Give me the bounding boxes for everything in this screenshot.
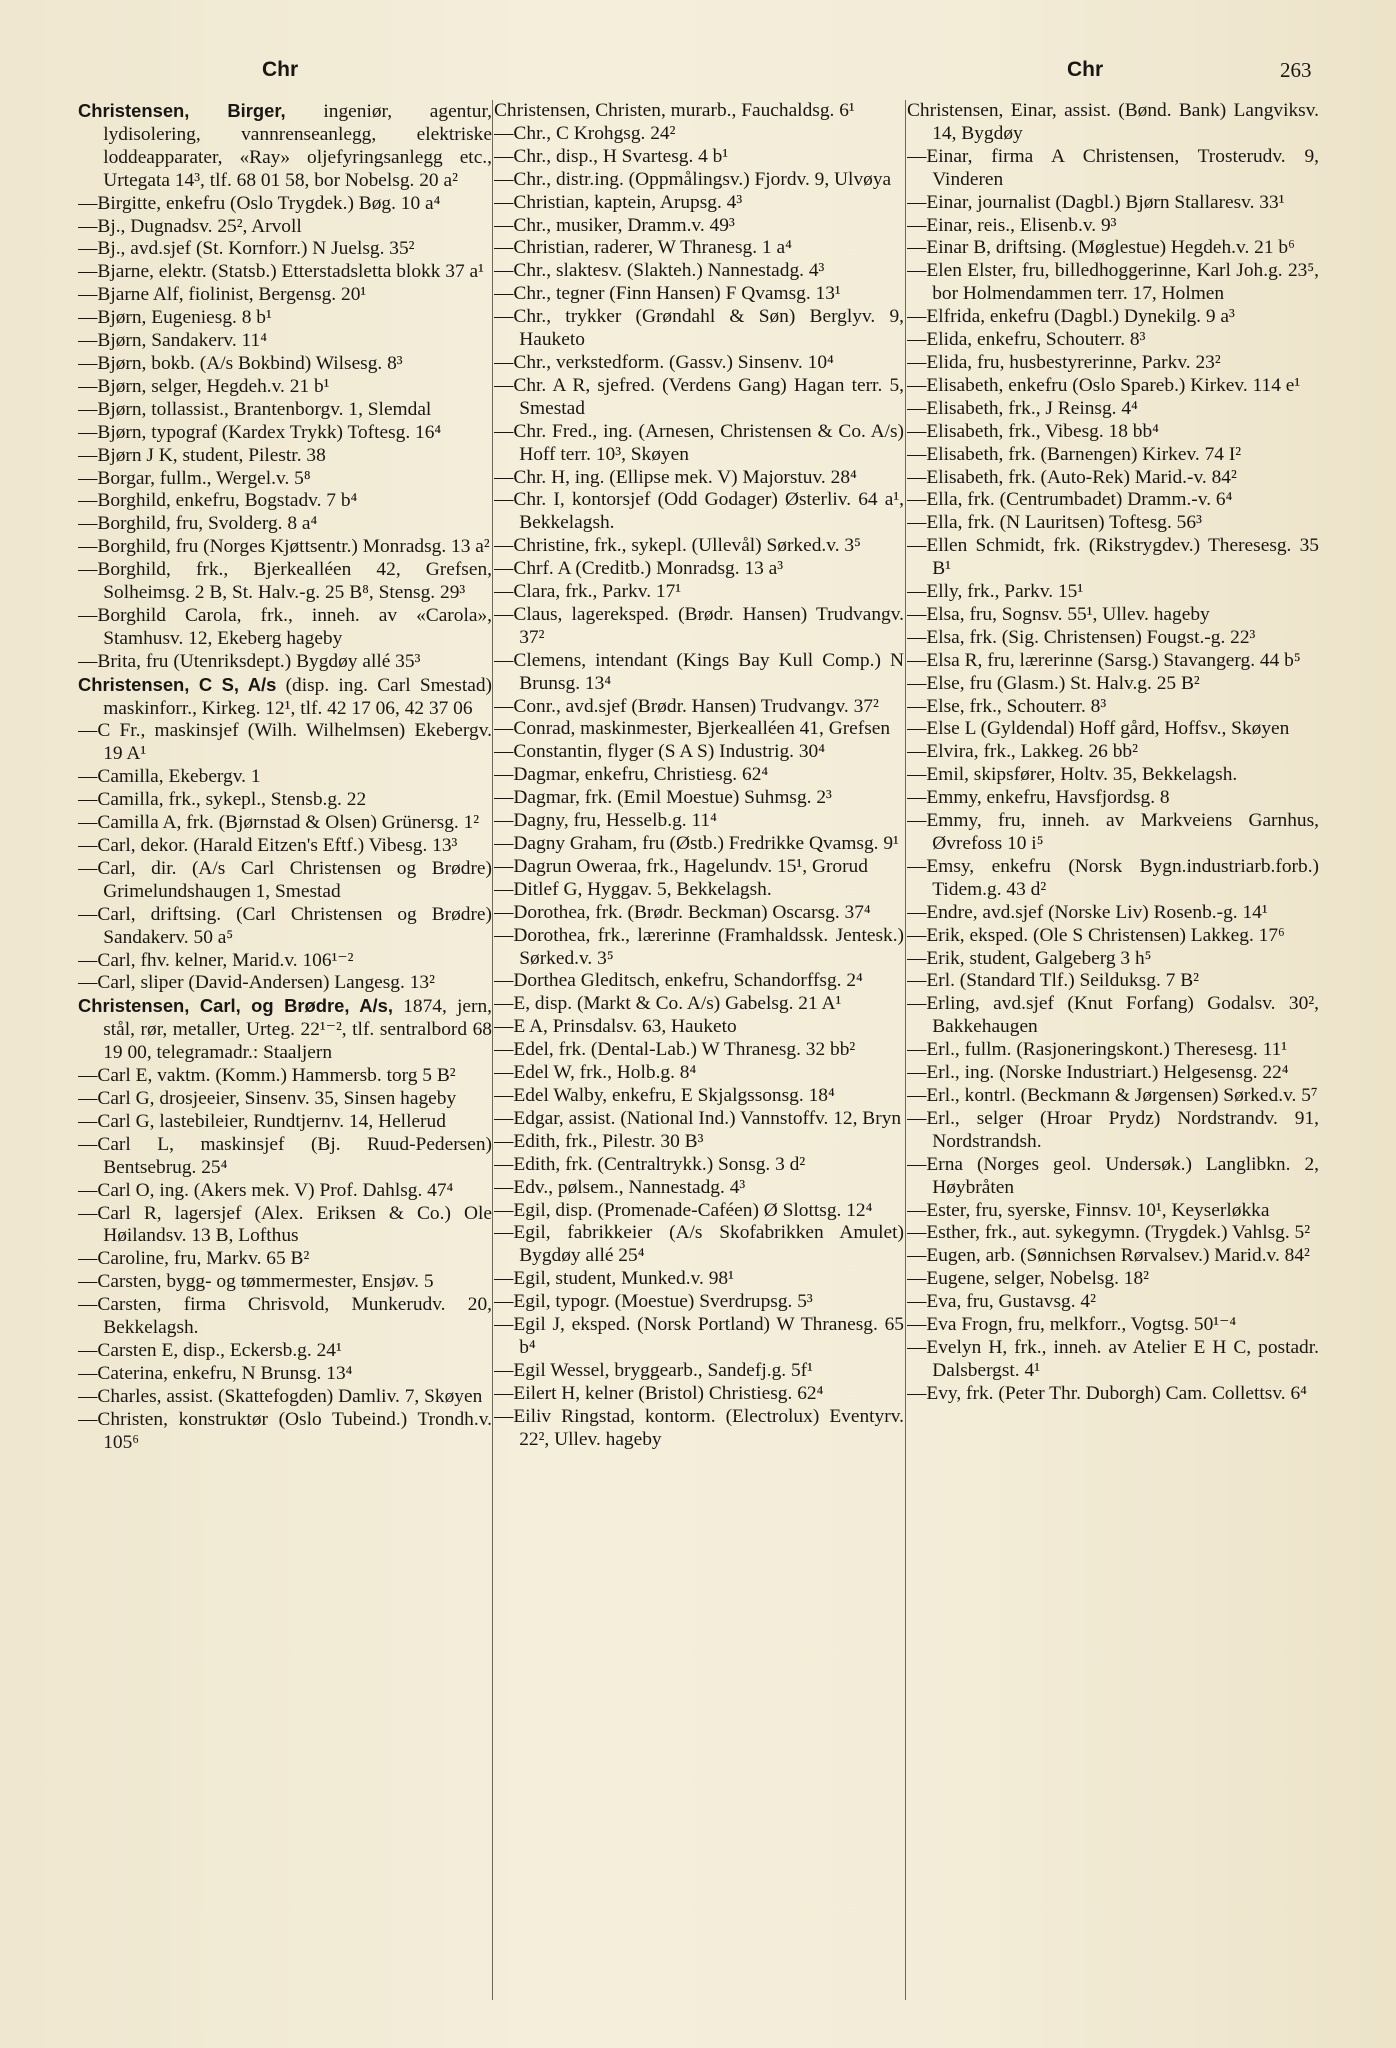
entry-text: —Dagmar, frk. (Emil Moestue) Suhmsg. 2³ (494, 787, 832, 809)
directory-entry (78, 468, 492, 491)
entry-text: —Carl L, maskinsjef (Bj. Ruud-Pedersen) Bentsebrug. 25⁴ (78, 1133, 492, 1178)
entry-text: Christensen, Christen, murarb., Fauchaldsg. 6¹ (494, 100, 855, 121)
entry-text: —Evelyn H, frk., inneh. av Atelier E H C, postadr. Dalsbergst. 4¹ (907, 1336, 1319, 1381)
entry-text: —Eugen, arb. (Sønnichsen Rørvalsev.) Marid.v. 84² (907, 1245, 1310, 1267)
directory-entry (78, 261, 492, 284)
entry-text: —Carl, driftsing. (Carl Christensen og Brødre) Sandakerv. 50 a⁵ (78, 903, 492, 948)
directory-entry (494, 375, 904, 421)
entry-text: —Chr., musiker, Dramm.v. 49³ (494, 214, 735, 236)
entry-text: —Bjørn J K, student, Pilestr. 38 (78, 444, 326, 466)
directory-entry (907, 1245, 1319, 1268)
directory-entry (494, 879, 904, 902)
column-3 (907, 100, 1319, 2040)
directory-entry (78, 330, 492, 353)
directory-entry (78, 490, 492, 513)
entry-text: —Clara, frk., Parkv. 17¹ (494, 581, 682, 603)
directory-entry (907, 398, 1319, 421)
entry-text: —Dagmar, enkefru, Christiesg. 62⁴ (494, 764, 769, 786)
entry-text: —Charles, assist. (Skattefogden) Damliv. 7, Skøyen (78, 1385, 483, 1407)
entry-text: —E A, Prinsdalsv. 63, Hauketo (494, 1016, 737, 1038)
entry-text: —Elisabeth, frk., J Reinsg. 4⁴ (907, 397, 1138, 419)
directory-entry (907, 925, 1319, 948)
directory-entry (494, 1062, 904, 1085)
directory-entry (494, 1039, 904, 1062)
entry-text: —Erl. (Standard Tlf.) Seilduksg. 7 B² (907, 970, 1199, 992)
entry-text: —Edith, frk., Pilestr. 30 B³ (494, 1130, 704, 1152)
entry-headword: Christensen, C S, A/s (78, 673, 277, 695)
directory-entry (494, 535, 904, 558)
directory-entry (907, 741, 1319, 764)
entry-text: —Egil, student, Munked.v. 98¹ (494, 1268, 734, 1290)
entry-text: —Else, frk., Schouterr. 8³ (907, 695, 1107, 717)
entry-text: —Esther, frk., aut. sykegymn. (Trygdek.) Vahlsg. 5² (907, 1222, 1311, 1244)
directory-entry (78, 238, 492, 261)
column-2 (494, 100, 904, 2040)
directory-entry (494, 421, 904, 467)
entry-text: —Chr., distr.ing. (Oppmålingsv.) Fjordv. 9, Ulvøya (494, 168, 892, 190)
directory-entry (494, 581, 904, 604)
directory-entry (78, 307, 492, 330)
entry-text: —Elisabeth, frk. (Auto-Rek) Marid.-v. 84² (907, 466, 1237, 488)
entry-text: —Else, fru (Glasm.) St. Halv.g. 25 B² (907, 672, 1200, 694)
entry-text: —Chr. Fred., ing. (Arnesen, Christensen & Co. A/s) Hoff terr. 10³, Skøyen (494, 420, 904, 465)
entry-text: —Eugene, selger, Nobelsg. 18² (907, 1268, 1149, 1290)
entry-text: —Edel W, frk., Holb.g. 8⁴ (494, 1062, 697, 1084)
directory-entry (78, 353, 492, 376)
directory-entry (494, 787, 904, 810)
directory-entry (494, 489, 904, 535)
directory-entry (494, 1085, 904, 1108)
entry-text: —Christine, frk., sykepl. (Ullevål) Sørked.v. 3⁵ (494, 535, 861, 557)
directory-entry (907, 421, 1319, 444)
directory-entry (494, 970, 904, 993)
directory-entry (907, 718, 1319, 741)
entry-text: —Brita, fru (Utenriksdept.) Bygdøy allé 35³ (78, 650, 421, 672)
directory-entry (494, 146, 904, 169)
directory-entry (494, 1383, 904, 1406)
entry-text: —Edel, frk. (Dental-Lab.) W Thranesg. 32 bb² (494, 1039, 856, 1061)
entry-text: —Else L (Gyldendal) Hoff gård, Hoffsv., Skøyen (907, 718, 1290, 740)
directory-entry (907, 1154, 1319, 1200)
entry-text: —Egil, typogr. (Moestue) Sverdrupsg. 5³ (494, 1291, 813, 1313)
directory-entry (494, 283, 904, 306)
directory-entry (907, 444, 1319, 467)
entry-text: —Borghild, frk., Bjerkealléen 42, Grefsen, Solheimsg. 2 B, St. Halv.-g. 25 B⁸, Stensg. 29³ (78, 559, 492, 604)
entry-text: —Ella, frk. (N Lauritsen) Toftesg. 56³ (907, 512, 1202, 534)
directory-entry (907, 764, 1319, 787)
column-1 (78, 100, 492, 2040)
entry-text: —Chr. H, ing. (Ellipse mek. V) Majorstuv. 28⁴ (494, 466, 857, 488)
directory-entry (494, 1406, 904, 1452)
directory-entry (494, 1200, 904, 1223)
directory-entry (78, 1180, 492, 1203)
directory-entry (907, 787, 1319, 810)
entry-text: —Carl, sliper (David-Andersen) Langesg. 13² (78, 972, 435, 994)
directory-entry (907, 604, 1319, 627)
entry-text: —Chr. I, kontorsjef (Odd Godager) Østerliv. 64 a¹, Bekkelagsh. (494, 489, 904, 534)
entry-text: —Bjørn, Eugeniesg. 8 b¹ (78, 307, 272, 329)
directory-entry (907, 581, 1319, 604)
directory-entry (494, 100, 904, 123)
entry-text: —Erl., fullm. (Rasjoneringskont.) Theresesg. 11¹ (907, 1039, 1288, 1061)
entry-text: —Chr., tegner (Finn Hansen) F Qvamsg. 13¹ (494, 283, 841, 305)
directory-entry (494, 810, 904, 833)
entry-text: —Egil J, eksped. (Norsk Portland) W Thranesg. 65 b⁴ (494, 1314, 904, 1358)
entry-text: —Birgitte, enkefru (Oslo Trygdek.) Bøg. 10 a⁴ (78, 192, 441, 214)
entry-text: —Chr., C Krohgsg. 24² (494, 122, 676, 144)
directory-entry (78, 651, 492, 674)
directory-entry (494, 604, 904, 650)
entry-text: —Erl., ing. (Norske Industriart.) Helgesensg. 22⁴ (907, 1062, 1289, 1084)
entry-text: —Constantin, flyger (S A S) Industrig. 30⁴ (494, 741, 826, 763)
entry-text: —Erik, eksped. (Ole S Christensen) Lakkeg. 17⁶ (907, 924, 1285, 946)
entry-text: —Chrf. A (Creditb.) Monradsg. 13 a³ (494, 558, 784, 580)
entry-text: —Christen, konstruktør (Oslo Tubeind.) Trondh.v. 105⁶ (78, 1408, 492, 1453)
directory-entry (78, 559, 492, 605)
entry-text: —Carsten E, disp., Eckersb.g. 24¹ (78, 1339, 342, 1361)
directory-entry (78, 812, 492, 835)
directory-entry (907, 489, 1319, 512)
entry-text: —Bjarne Alf, fiolinist, Bergensg. 20¹ (78, 284, 367, 306)
entry-text: —Carl, dekor. (Harald Eitzen's Eftf.) Vibesg. 13³ (78, 835, 458, 856)
entry-text: —Egil, disp. (Promenade-Caféen) Ø Slottsg. 12⁴ (494, 1199, 873, 1221)
directory-entry (78, 422, 492, 445)
entry-text: —Christian, kaptein, Arupsg. 4³ (494, 191, 743, 213)
entry-text: —Caroline, fru, Markv. 65 B² (78, 1248, 310, 1270)
entry-text: —Eva Frogn, fru, melkforr., Vogtsg. 50¹⁻⁴ (907, 1314, 1237, 1336)
directory-entry (78, 216, 492, 239)
directory-entry (907, 1108, 1319, 1154)
entry-text: —Emil, skipsfører, Holtv. 35, Bekkelagsh. (907, 764, 1238, 786)
directory-entry (494, 467, 904, 490)
entry-text: —Elly, frk., Parkv. 15¹ (907, 581, 1084, 603)
directory-entry (78, 904, 492, 950)
directory-entry (78, 605, 492, 651)
entry-text: —Bj., Dugnadsv. 25², Arvoll (78, 215, 302, 237)
entry-text: —Edgar, assist. (National Ind.) Vannstoffv. 12, Bryn (494, 1107, 902, 1129)
entry-text: Christensen, Einar, assist. (Bønd. Bank) Langviksv. 14, Bygdøy (907, 100, 1319, 144)
directory-entry (907, 627, 1319, 650)
directory-entry (907, 467, 1319, 490)
entry-text: —Einar, firma A Christensen, Trosterudv. 9, Vinderen (907, 145, 1319, 190)
directory-entry (494, 1268, 904, 1291)
entry-text: —Carl E, vaktm. (Komm.) Hammersb. torg 5 B² (78, 1065, 456, 1087)
entry-text: —Elida, fru, husbestyrerinne, Parkv. 23² (907, 351, 1221, 373)
page-number: 263 (1280, 58, 1312, 82)
directory-entry (907, 1383, 1319, 1406)
entry-text: —Evy, frk. (Peter Thr. Duborgh) Cam. Collettsv. 6⁴ (907, 1382, 1307, 1404)
entry-text: —Dorothea, frk. (Brødr. Beckman) Oscarsg. 37⁴ (494, 901, 871, 923)
entry-text: —Dorthea Gleditsch, enkefru, Schandorffsg. 2⁴ (494, 970, 863, 992)
directory-entry (494, 1222, 904, 1268)
running-head-left: Chr (262, 58, 299, 81)
directory-entry (78, 1088, 492, 1111)
entry-text: —Christian, raderer, W Thranesg. 1 a⁴ (494, 237, 792, 259)
directory-entry (78, 1386, 492, 1409)
entry-text: —E, disp. (Markt & Co. A/s) Gabelsg. 21 A¹ (494, 993, 842, 1015)
directory-entry (78, 1294, 492, 1340)
directory-entry (78, 100, 492, 193)
directory-entry (907, 948, 1319, 971)
directory-entry (494, 925, 904, 971)
directory-entry (907, 650, 1319, 673)
entry-text: —Elen Elster, fru, billedhoggerinne, Karl Joh.g. 23⁵, bor Holmendammen terr. 17, Holmen (907, 260, 1319, 305)
directory-entry (78, 1409, 492, 1455)
directory-entry (907, 673, 1319, 696)
directory-entry (494, 650, 904, 696)
entry-text: —Carsten, firma Chrisvold, Munkerudv. 20, Bekkelagsh. (78, 1294, 492, 1339)
directory-entry (494, 833, 904, 856)
directory-entry (907, 192, 1319, 215)
entry-text: —Chr., disp., H Svartesg. 4 b¹ (494, 145, 729, 167)
entry-text: —Bjørn, selger, Hegdeh.v. 21 b¹ (78, 375, 330, 397)
entry-text: —Ellen Schmidt, frk. (Rikstrygdev.) Theresesg. 35 B¹ (907, 535, 1319, 580)
directory-entry (78, 950, 492, 973)
directory-entry (78, 1363, 492, 1386)
entry-text: —Bjarne, elektr. (Statsb.) Etterstadsletta blokk 37 a¹ (78, 261, 484, 283)
directory-entry (494, 1314, 904, 1360)
entry-text: —Eiliv Ringstad, kontorm. (Electrolux) Eventyrv. 22², Ullev. hageby (494, 1405, 904, 1450)
entry-text: —Bjørn, tollassist., Brantenborgv. 1, Slemdal (78, 398, 432, 420)
entry-text: —Ella, frk. (Centrumbadet) Dramm.-v. 6⁴ (907, 489, 1233, 511)
directory-entry (78, 1248, 492, 1271)
entry-text: —Einar B, driftsing. (Møglestue) Hegdeh.v. 21 b⁶ (907, 237, 1295, 259)
directory-entry (907, 535, 1319, 581)
directory-entry (494, 1131, 904, 1154)
entry-text: —Elvira, frk., Lakkeg. 26 bb² (907, 741, 1138, 763)
directory-entry (494, 1291, 904, 1314)
entry-text: 1874, jern, stål, rør, metaller, Urteg. 22¹⁻², tlf. sentralbord 68 19 00, telegramadr.: Staaljern (103, 996, 492, 1064)
running-head (0, 58, 1396, 88)
column-divider (492, 100, 493, 2000)
entry-headword: Christensen, Carl, og Brødre, A/s, (78, 995, 393, 1017)
entry-text: —Chr., slaktesv. (Slakteh.) Nannestadg. 4³ (494, 260, 825, 282)
entry-text: —Erling, avd.sjef (Knut Forfang) Godalsv. 30², Bakkehaugen (907, 993, 1319, 1038)
directory-entry (494, 1154, 904, 1177)
directory-entry (494, 558, 904, 581)
entry-text: —Elsa R, fru, lærerinne (Sarsg.) Stavangerg. 44 b⁵ (907, 649, 1301, 671)
directory-entry (907, 1200, 1319, 1223)
entry-text: —Chr. A R, sjefred. (Verdens Gang) Hagan terr. 5, Smestad (494, 374, 904, 419)
directory-entry (907, 1039, 1319, 1062)
entry-text: —Eilert H, kelner (Bristol) Christiesg. 62⁴ (494, 1382, 824, 1404)
entry-text: —Camilla, frk., sykepl., Stensb.g. 22 (78, 789, 367, 811)
directory-entry (907, 1085, 1319, 1108)
directory-entry (494, 741, 904, 764)
directory-entry (907, 100, 1319, 146)
directory-entry (907, 215, 1319, 238)
entry-text: —Elida, enkefru, Schouterr. 8³ (907, 329, 1146, 351)
entry-text: —Carl O, ing. (Akers mek. V) Prof. Dahlsg. 47⁴ (78, 1179, 454, 1201)
directory-entry (78, 995, 492, 1065)
entry-text: —Conrad, maskinmester, Bjerkealléen 41, Grefsen (494, 718, 891, 740)
directory-entry (78, 513, 492, 536)
entry-text: —Ditlef G, Hyggav. 5, Bekkelagsh. (494, 878, 772, 900)
entry-text: —Chr., trykker (Grøndahl & Søn) Berglyv. 9, Hauketo (494, 306, 904, 351)
entry-text: ingeniør, agentur, lydisolering, vannrenseanlegg, elektriske loddeapparater, «Ray» oljefyringsanlegg etc., Urtegata 14³, tlf. 68 01 58, bor Nobelsg. 20 a² (103, 101, 492, 191)
directory-entry (78, 858, 492, 904)
directory-entry (494, 993, 904, 1016)
entry-text: —Ester, fru, syerske, Finnsv. 10¹, Keyserløkka (907, 1199, 1270, 1221)
directory-entry (78, 1340, 492, 1363)
entry-text: —Emsy, enkefru (Norsk Bygn.industriarb.forb.) Tidem.g. 43 d² (907, 855, 1319, 900)
entry-text: —Endre, avd.sjef (Norske Liv) Rosenb.-g. 14¹ (907, 901, 1268, 923)
directory-entry (494, 856, 904, 879)
directory-entry (907, 1222, 1319, 1245)
entry-text: —Dorothea, frk., lærerinne (Framhaldssk. Jentesk.) Sørked.v. 3⁵ (494, 924, 904, 969)
directory-entry (494, 192, 904, 215)
directory-entry (907, 902, 1319, 925)
directory-entry (494, 352, 904, 375)
directory-entry (907, 260, 1319, 306)
directory-entry (907, 970, 1319, 993)
entry-text: —Egil, fabrikkeier (A/s Skofabrikken Amulet) Bygdøy allé 25⁴ (494, 1222, 904, 1267)
entry-text: —Egil Wessel, bryggearb., Sandefj.g. 5f¹ (494, 1359, 813, 1381)
entry-text: —Emmy, enkefru, Havsfjordsg. 8 (907, 787, 1170, 809)
directory-entry (907, 329, 1319, 352)
directory-entry (907, 696, 1319, 719)
entry-text: —Caterina, enkefru, N Brunsg. 13⁴ (78, 1362, 353, 1384)
directory-entry (494, 123, 904, 146)
directory-entry (78, 972, 492, 995)
directory-entry (907, 146, 1319, 192)
entry-text: —Elfrida, enkefru (Dagbl.) Dynekilg. 9 a³ (907, 306, 1235, 328)
entry-text: —Borghild Carola, frk., inneh. av «Carola», Stamhusv. 12, Ekeberg hageby (78, 604, 492, 649)
directory-entry (907, 1314, 1319, 1337)
entry-text: —Erik, student, Galgeberg 3 h⁵ (907, 947, 1152, 969)
entry-text: —Einar, journalist (Dagbl.) Bjørn Stallaresv. 33¹ (907, 191, 1285, 213)
directory-entry (78, 376, 492, 399)
directory-entry (494, 306, 904, 352)
directory-entry (907, 352, 1319, 375)
entry-text: —Carl, dir. (A/s Carl Christensen og Brødre) Grimelundshaugen 1, Smestad (78, 857, 492, 902)
directory-entry (78, 284, 492, 307)
directory-entry (907, 1268, 1319, 1291)
entry-text: —Elisabeth, frk., Vibesg. 18 bb⁴ (907, 420, 1159, 442)
directory-entry (78, 674, 492, 721)
entry-text: —Dagrun Oweraa, frk., Hagelundv. 15¹, Grorud (494, 855, 868, 877)
entry-text: —Borgar, fullm., Wergel.v. 5⁸ (78, 467, 311, 489)
directory-entry (494, 1360, 904, 1383)
entry-text: —Clemens, intendant (Kings Bay Kull Comp.) N Brunsg. 13⁴ (494, 649, 904, 694)
entry-text: —Conr., avd.sjef (Brødr. Hansen) Trudvangv. 37² (494, 695, 879, 717)
entry-text: —Carl G, drosjeeier, Sinsenv. 35, Sinsen hageby (78, 1087, 457, 1109)
directory-entry (907, 810, 1319, 856)
entry-text: —Elsa, frk. (Sig. Christensen) Fougst.-g. 22³ (907, 626, 1256, 648)
directory-entry (78, 1134, 492, 1180)
directory-entry (907, 512, 1319, 535)
entry-headword: Christensen, Birger, (78, 100, 286, 121)
entry-text: —Camilla A, frk. (Bjørnstad & Olsen) Grünersg. 1² (78, 812, 480, 834)
entry-text: —Edel Walby, enkefru, E Skjalgssonsg. 18⁴ (494, 1084, 835, 1106)
entry-text: —Erl., selger (Hroar Prydz) Nordstrandv. 91, Nordstrandsh. (907, 1107, 1319, 1152)
entry-text: —Edv., pølsem., Nannestadg. 4³ (494, 1176, 746, 1198)
entry-text: —Elisabeth, enkefru (Oslo Spareb.) Kirkev. 114 e¹ (907, 374, 1301, 396)
directory-entry (907, 375, 1319, 398)
directory-entry (907, 306, 1319, 329)
entry-text: —Dagny, fru, Hesselb.g. 11⁴ (494, 810, 717, 832)
directory-entry (494, 169, 904, 192)
directory-entry (907, 1291, 1319, 1314)
directory-entry (78, 789, 492, 812)
directory-entry (494, 1177, 904, 1200)
entry-text: —Bjørn, typograf (Kardex Trykk) Toftesg. 16⁴ (78, 421, 442, 443)
entry-text: —Dagny Graham, fru (Østb.) Fredrikke Qvamsg. 9¹ (494, 833, 899, 854)
directory-entry (494, 1016, 904, 1039)
entry-text: —Bjørn, Sandakerv. 11⁴ (78, 330, 267, 352)
running-head-right: Chr (1067, 58, 1104, 81)
entry-text: —Erna (Norges geol. Undersøk.) Langlibkn. 2, Høybråten (907, 1153, 1319, 1198)
entry-text: —Chr., verkstedform. (Gassv.) Sinsenv. 10⁴ (494, 351, 834, 373)
entry-text: —Borghild, fru (Norges Kjøttsentr.) Monradsg. 13 a² (78, 536, 490, 558)
directory-entry (494, 1108, 904, 1131)
directory-entry (78, 766, 492, 789)
directory-entry (78, 1203, 492, 1249)
entry-text: —Emmy, fru, inneh. av Markveiens Garnhus, Øvrefoss 10 i⁵ (907, 810, 1319, 854)
entry-text: —Borghild, enkefru, Bogstadv. 7 b⁴ (78, 490, 358, 512)
directory-entry (494, 260, 904, 283)
entry-text: —Erl., kontrl. (Beckmann & Jørgensen) Sørked.v. 5⁷ (907, 1084, 1318, 1106)
entry-text: —Claus, lagereksped. (Brødr. Hansen) Trudvangv. 37² (494, 603, 904, 648)
directory-entry (78, 835, 492, 858)
entry-text: —Eva, fru, Gustavsg. 4² (907, 1291, 1096, 1313)
entry-text: —Borghild, fru, Svolderg. 8 a⁴ (78, 513, 318, 535)
directory-entry (78, 445, 492, 468)
entry-text: —Carl, fhv. kelner, Marid.v. 106¹⁻² (78, 949, 354, 971)
entry-text: —Elisabeth, frk. (Barnengen) Kirkev. 74 I² (907, 443, 1242, 465)
directory-entry (907, 993, 1319, 1039)
directory-entry (494, 902, 904, 925)
directory-entry (494, 764, 904, 787)
entry-text: —C Fr., maskinsjef (Wilh. Wilhelmsen) Ekebergv. 19 A¹ (78, 720, 492, 765)
entry-text: —Camilla, Ekebergv. 1 (78, 766, 261, 788)
directory-entry (78, 536, 492, 559)
directory-entry (494, 215, 904, 238)
column-divider (905, 100, 906, 2000)
entry-text: —Edith, frk. (Centraltrykk.) Sonsg. 3 d² (494, 1153, 806, 1175)
directory-entry (78, 193, 492, 216)
directory-entry (494, 696, 904, 719)
directory-entry (78, 720, 492, 766)
entry-text: (disp. ing. Carl Smestad) maskinforr., Kirkeg. 12¹, tlf. 42 17 06, 42 37 06 (103, 674, 492, 719)
directory-entry (907, 237, 1319, 260)
entry-text: —Einar, reis., Elisenb.v. 9³ (907, 214, 1117, 236)
directory-entry (78, 1065, 492, 1088)
entry-text: —Bjørn, bokb. (A/s Bokbind) Wilsesg. 8³ (78, 352, 403, 374)
entry-text: —Bj., avd.sjef (St. Kornforr.) N Juelsg. 35² (78, 238, 415, 260)
directory-entry (907, 856, 1319, 902)
directory-entry (78, 399, 492, 422)
directory-entry (78, 1271, 492, 1294)
directory-entry (494, 718, 904, 741)
directory-entry (78, 1111, 492, 1134)
entry-text: —Elsa, fru, Sognsv. 55¹, Ullev. hageby (907, 603, 1210, 625)
entry-text: —Carl G, lastebileier, Rundtjernv. 14, Hellerud (78, 1110, 446, 1132)
entry-text: —Carsten, bygg- og tømmermester, Ensjøv. 5 (78, 1271, 434, 1293)
entry-text: —Carl R, lagersjef (Alex. Eriksen & Co.) Ole Høilandsv. 13 B, Lofthus (78, 1202, 492, 1247)
directory-entry (494, 237, 904, 260)
directory-entry (907, 1337, 1319, 1383)
directory-entry (907, 1062, 1319, 1085)
